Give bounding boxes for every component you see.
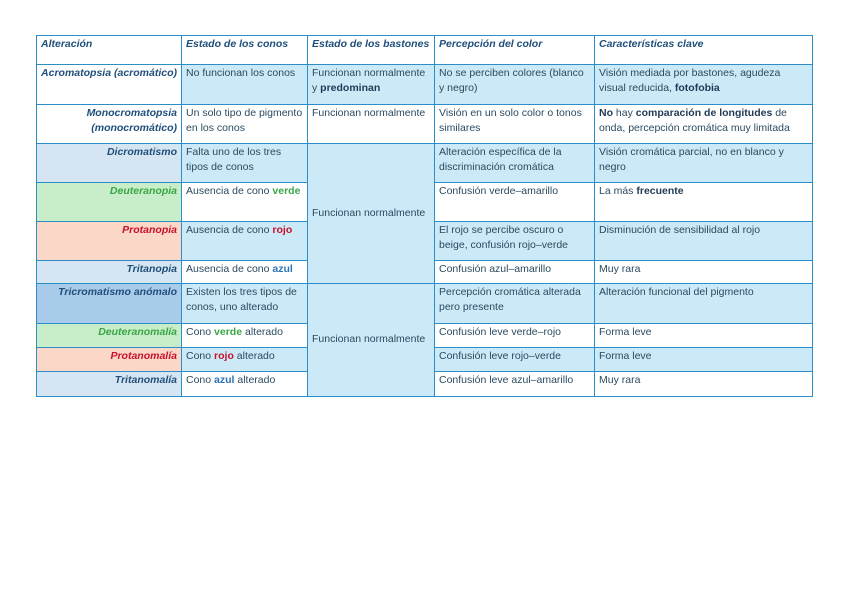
header-percepcion: Percepción del color	[435, 36, 595, 65]
row-name-tritanomalia: Tritanomalía	[37, 372, 182, 397]
cell-percepcion: Confusión verde–amarillo	[435, 183, 595, 222]
cell-percepcion: Confusión leve verde–rojo	[435, 324, 595, 348]
cell-bastones-merged: Funcionan normalmente	[308, 284, 435, 397]
cell-conos: Existen los tres tipos de conos, uno alterado	[182, 284, 308, 324]
cell-conos	[182, 324, 308, 348]
cell-emphasis: rojo	[214, 350, 234, 362]
cell-percepcion: El rojo se percibe oscuro o beige, confusión rojo–verde	[435, 222, 595, 261]
cell-caracteristicas	[595, 105, 813, 144]
cell-text: Ausencia de cono	[186, 263, 273, 275]
table-row	[37, 65, 813, 105]
cell-caracteristicas	[595, 65, 813, 105]
cell-conos	[182, 261, 308, 284]
cell-percepcion: Percepción cromática alterada pero presente	[435, 284, 595, 324]
row-name-protanomalia: Protanomalía	[37, 348, 182, 372]
cell-percepcion: Confusión leve rojo–verde	[435, 348, 595, 372]
cell-percepcion: Confusión azul–amarillo	[435, 261, 595, 284]
cell-text: La más	[599, 185, 637, 197]
cell-caracteristicas: Forma leve	[595, 324, 813, 348]
cell-emphasis: verde	[214, 326, 243, 338]
cell-emphasis: fotofobia	[674, 82, 720, 94]
cell-conos	[182, 183, 308, 222]
cell-caracteristicas: Forma leve	[595, 348, 813, 372]
header-caracteristicas: Características clave	[595, 36, 813, 65]
cell-emphasis: frecuente	[636, 185, 684, 197]
cell-emphasis: verde	[272, 185, 301, 197]
cell-bastones-merged: Funcionan normalmente	[308, 144, 435, 284]
cell-bastones	[308, 65, 435, 105]
header-alteracion: Alteración	[37, 36, 182, 65]
cell-text: Cono	[186, 350, 215, 362]
cell-text: hay	[613, 107, 636, 119]
table-row	[37, 284, 813, 324]
row-name-tricromatismo: Tricromatismo anómalo	[37, 284, 182, 324]
cell-conos	[182, 348, 308, 372]
header-bastones: Estado de los bastones	[308, 36, 435, 65]
cell-conos	[182, 372, 308, 397]
cell-emphasis: No	[599, 107, 613, 119]
cell-emphasis: rojo	[272, 224, 293, 236]
cell-percepcion: Visión en un solo color o tonos similares	[435, 105, 595, 144]
row-name-deuteranopia: Deuteranopia	[37, 183, 182, 222]
cell-emphasis: predominan	[320, 82, 381, 94]
cell-text: Ausencia de cono	[186, 224, 273, 236]
table-row	[37, 144, 813, 183]
row-name-tritanopia: Tritanopia	[37, 261, 182, 284]
cell-text: Ausencia de cono	[186, 185, 273, 197]
cell-emphasis: azul	[272, 263, 293, 275]
cell-text: Funcionan normalmente y	[312, 67, 426, 94]
cell-text: Cono	[186, 374, 215, 386]
cell-emphasis: comparación de longitudes	[635, 107, 773, 119]
cell-text: Visión mediada por bastones, agudeza visual reducida,	[599, 67, 781, 94]
cell-text: alterado	[234, 374, 276, 386]
row-name-monocromatopsia: Monocromatopsia (monocromático)	[37, 105, 182, 144]
cell-conos	[182, 222, 308, 261]
cell-emphasis: azul	[214, 374, 235, 386]
row-name-protanopia: Protanopia	[37, 222, 182, 261]
cell-caracteristicas: Muy rara	[595, 261, 813, 284]
cell-conos: Un solo tipo de pigmento en los conos	[182, 105, 308, 144]
cell-text: alterado	[242, 326, 283, 338]
cell-caracteristicas: Alteración funcional del pigmento	[595, 284, 813, 324]
cell-text: Cono	[186, 326, 215, 338]
cell-conos: Falta uno de los tres tipos de conos	[182, 144, 308, 183]
cell-text: alterado	[233, 350, 275, 362]
row-name-deuteranomalia: Deuteranomalía	[37, 324, 182, 348]
header-conos: Estado de los conos	[182, 36, 308, 65]
cell-bastones: Funcionan normalmente	[308, 105, 435, 144]
cell-caracteristicas	[595, 183, 813, 222]
color-vision-table	[36, 35, 813, 397]
cell-caracteristicas: Disminución de sensibilidad al rojo	[595, 222, 813, 261]
header-row	[37, 36, 813, 65]
cell-conos: No funcionan los conos	[182, 65, 308, 105]
cell-percepcion: No se perciben colores (blanco y negro)	[435, 65, 595, 105]
cell-text: de onda, percepción cromática muy limitada	[599, 107, 790, 134]
row-name-acromatopsia: Acromatopsia (acromático)	[37, 65, 182, 105]
cell-caracteristicas: Visión cromática parcial, no en blanco y negro	[595, 144, 813, 183]
row-name-dicromatismo: Dicromatismo	[37, 144, 182, 183]
cell-caracteristicas: Muy rara	[595, 372, 813, 397]
cell-percepcion: Confusión leve azul–amarillo	[435, 372, 595, 397]
table-row	[37, 105, 813, 144]
cell-percepcion: Alteración específica de la discriminación cromática	[435, 144, 595, 183]
